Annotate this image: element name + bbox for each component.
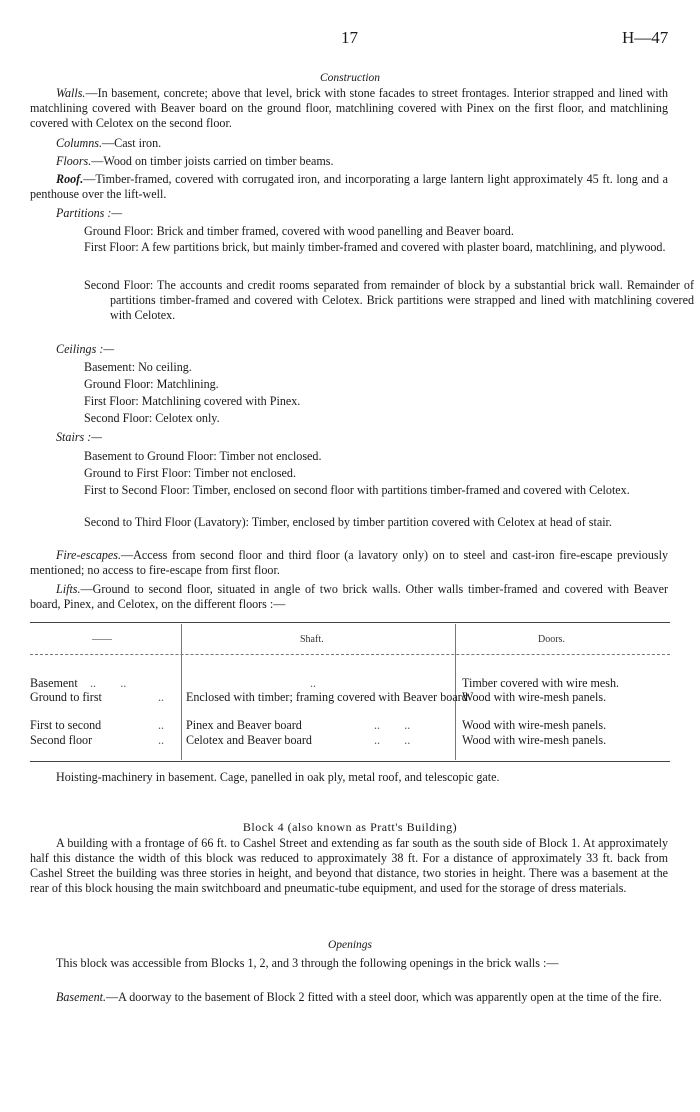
- partitions-label: Partitions :—: [56, 206, 123, 220]
- lifts-label: Lifts.: [56, 582, 81, 596]
- table-col-divider-1: [181, 624, 182, 760]
- row-ground-first-doors: Wood with wire-mesh panels.: [462, 690, 607, 704]
- stair-second-third: Second to Third Floor (Lavatory): Timber, enclosed by timber partition covered with Celotex at head of stair.: [84, 515, 612, 529]
- leader-dots: ..: [158, 718, 165, 732]
- ceilings-label: Ceilings :—: [56, 342, 115, 356]
- leader-dots: ..: [310, 676, 317, 690]
- columns-paragraph: [30, 136, 668, 151]
- basement-opening-text: —A doorway to the basement of Block 2 fitted with a steel door, which was apparently open at the time of the fire.: [106, 990, 662, 1004]
- fire-escapes-paragraph: [30, 548, 668, 578]
- table-header-rule: [30, 654, 670, 655]
- partition-ground: Ground Floor: Brick and timber framed, covered with wood panelling and Beaver board.: [84, 224, 514, 238]
- roof-text: —Timber-framed, covered with corrugated iron, and incorporating a large lantern light approximately 45 ft. long and a penthouse over the lift-well.: [30, 172, 668, 201]
- stair-first-second: First to Second Floor: Timber, enclosed on second floor with partitions timber-framed and covered with Celotex.: [84, 483, 630, 497]
- hoisting-paragraph: Hoisting-machinery in basement. Cage, panelled in oak ply, metal roof, and telescopic gate.: [56, 770, 500, 784]
- document-code: H—47: [622, 28, 669, 47]
- table-header-shaft: Shaft.: [300, 634, 324, 645]
- row-basement-doors: Timber covered with wire mesh.: [462, 676, 620, 690]
- stair-ground-first: Ground to First Floor: Timber not enclosed.: [84, 466, 296, 480]
- page-number: 17: [341, 28, 358, 47]
- lifts-paragraph: [30, 582, 668, 612]
- leader-dots: ..: [158, 733, 165, 747]
- walls-text: —In basement, concrete; above that level, brick with stone facades to street frontages. Interior strapped and lined with matchlining covered with Beaver board on the ground floor, matchlining covered with Pinex on the first floor, and matchlining covered with Celotex on the second floor.: [30, 86, 668, 130]
- floors-label: Floors.: [56, 154, 92, 168]
- block4-paragraph: A building with a frontage of 66 ft. to Cashel Street and extending as far south as the south side of Block 1. At approximately half this distance the width of this block was reduced to approximately 38 ft. For a distance of approximately 33 ft. back from Cashel Street the building was three stories in height, and beyond that distance, two stories in height. There was a basement at the rear of this block housing the main switchboard and pneumatic-tube equipment, and used for the storage of dress materials.: [30, 836, 668, 895]
- openings-heading: Openings: [327, 939, 373, 951]
- leader-dots: .. ..: [90, 676, 127, 690]
- table-header-blank: ——: [92, 634, 112, 645]
- basement-opening-label: Basement.: [56, 990, 107, 1004]
- roof-label: Roof.: [56, 172, 84, 186]
- row-first-second-floor: First to second: [30, 718, 102, 732]
- basement-opening-paragraph: [30, 990, 668, 1005]
- row-first-second-doors: Wood with wire-mesh panels.: [462, 718, 607, 732]
- row-ground-first-floor: Ground to first: [30, 690, 102, 704]
- row-second-floor: Second floor: [30, 733, 93, 747]
- partition-second: Second Floor: The accounts and credit rooms separated from remainder of block by a substantial brick wall. Remainder of partitions timber-framed and covered with Celotex. Brick partitions were strapped and lined with matchlining covered with Celotex.: [84, 278, 694, 322]
- row-first-second-shaft: Pinex and Beaver board: [186, 718, 302, 732]
- row-basement-floor: Basement: [30, 676, 78, 690]
- table-bottom-rule: [30, 761, 670, 762]
- lifts-text: —Ground to second floor, situated in angle of two brick walls. Other walls timber-framed and covered with Beaver board, Pinex, and Celotex, on the different floors :—: [30, 582, 668, 611]
- floors-paragraph: [30, 154, 668, 169]
- fire-escapes-text: —Access from second floor and third floor (a lavatory only) on to steel and cast-iron fire-escape previously mentioned; no access to fire-escape from first floor.: [30, 548, 668, 577]
- table-header-doors: Doors.: [538, 634, 565, 645]
- walls-paragraph: [30, 86, 668, 131]
- fire-escapes-label: Fire-escapes.: [56, 548, 122, 562]
- stairs-label: Stairs :—: [56, 430, 103, 444]
- walls-label: Walls.: [56, 86, 86, 100]
- ceiling-second: Second Floor: Celotex only.: [84, 411, 220, 425]
- leader-dots: .. ..: [374, 718, 411, 732]
- row-second-shaft: Celotex and Beaver board: [186, 733, 312, 747]
- floors-text: —Wood on timber joists carried on timber beams.: [91, 154, 334, 168]
- construction-heading: Construction: [319, 72, 381, 84]
- row-second-doors: Wood with wire-mesh panels.: [462, 733, 607, 747]
- roof-paragraph: [30, 172, 668, 202]
- row-ground-first-shaft: Enclosed with timber; framing covered with Beaver board: [186, 690, 468, 704]
- ceiling-first: First Floor: Matchlining covered with Pinex.: [84, 394, 301, 408]
- columns-label: Columns.: [56, 136, 103, 150]
- stair-basement-ground: Basement to Ground Floor: Timber not enclosed.: [84, 449, 322, 463]
- table-top-rule: [30, 622, 670, 623]
- ceiling-ground: Ground Floor: Matchlining.: [84, 377, 219, 391]
- block4-heading: Block 4 (also known as Pratt's Building): [242, 820, 458, 834]
- openings-paragraph: This block was accessible from Blocks 1, 2, and 3 through the following openings in the brick walls :—: [56, 956, 559, 970]
- ceiling-basement: Basement: No ceiling.: [84, 360, 192, 374]
- leader-dots: ..: [158, 690, 165, 704]
- partition-first: First Floor: A few partitions brick, but mainly timber-framed and covered with plaster board, matchlining, and plywood.: [84, 240, 666, 254]
- columns-text: —Cast iron.: [102, 136, 162, 150]
- leader-dots: .. ..: [374, 733, 411, 747]
